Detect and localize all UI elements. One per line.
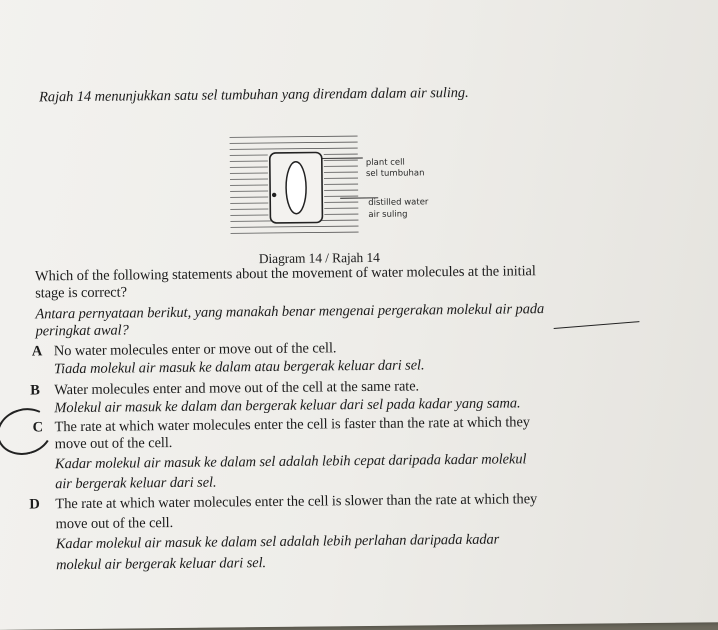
option-d-ms-line1: Kadar molekul air masuk ke dalam sel adalah lebih perlahan daripada kadar [56,532,500,554]
diagram-14 [228,131,469,249]
option-a-en: No water molecules enter or move out of the cell. [54,340,337,360]
label-plant-cell-ms: sel tumbuhan [366,168,425,179]
option-c-en-line2: move out of the cell. [55,435,173,453]
option-a-ms: Tiada molekul air masuk ke dalam atau bergerak keluar dari sel. [54,357,425,378]
intro-text: Rajah 14 menunjukkan satu sel tumbuhan yang direndam dalam air suling. [39,85,469,106]
option-d-en-line2: move out of the cell. [56,515,174,533]
question-ms-line1 [35,301,544,323]
option-c-ms-line2: air bergerak keluar dari sel. [55,475,216,494]
option-a-letter: A [32,343,43,360]
question-ms-line2: peringkat awal? [35,322,128,340]
option-b-ms: Molekul air masuk ke dalam dan bergerak keluar dari sel pada kadar yang sama. [54,395,520,417]
pen-circle-answer [0,402,58,461]
label-plant-cell: plant cell [366,158,405,168]
option-b-en: Water molecules enter and move out of the cell at the same rate. [54,378,419,399]
label-distilled-water: distilled water [368,197,428,208]
option-c-ms-line1: Kadar molekul air masuk ke dalam sel adalah lebih cepat daripada kadar molekul [55,451,527,473]
label-air-suling: air suling [368,210,407,220]
option-c-letter: C [33,419,44,436]
question-ms-text: Antara pernyataan berikut, yang manakah benar mengenai pergerakan molekul air pada [35,301,544,322]
question-en-line1: Which of the following statements about the movement of water molecules at the initial [35,263,536,285]
option-b-letter: B [30,382,40,399]
option-d-ms-line2: molekul air bergerak keluar dari sel. [56,555,266,574]
diagram-caption: Diagram 14 / Rajah 14 [259,250,380,267]
cell-diagram [228,131,469,249]
option-d-en-line1: The rate at which water molecules enter the cell is slower than the rate at which they [55,491,537,513]
option-c-en-line1: The rate at which water molecules enter the cell is faster than the rate at which they [54,414,529,436]
option-d-letter: D [29,496,40,513]
question-en-line2: stage is correct? [35,284,127,302]
pen-underline [554,321,640,329]
